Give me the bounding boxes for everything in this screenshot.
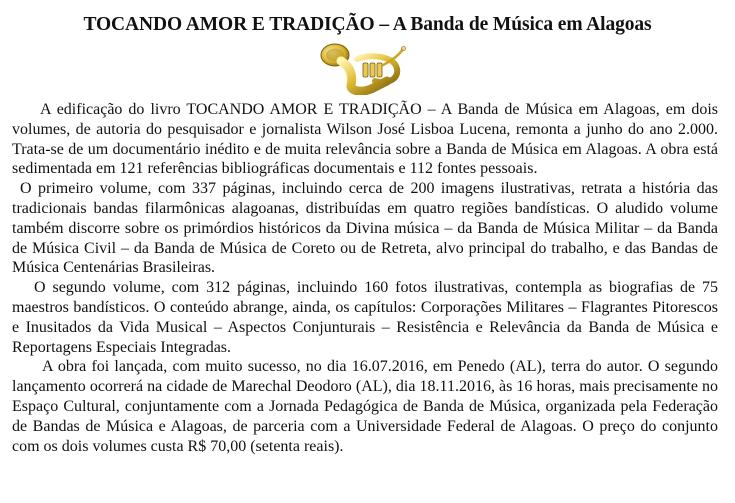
document-body <box>12 100 718 456</box>
tuba-icon <box>317 41 407 95</box>
paragraph-4: A obra foi lançada, com muito sucesso, no dia 16.07.2016, em Penedo (AL), terra do autor. O segundo lançamento ocorrerá na cidade de Marechal Deodoro (AL), dia 18.11.2016, às 16 horas, mais precisamente no Espaço Cultural, conjuntamente com a Jornada Pedagógica de Banda de Música, organizada pela Federação de Bandas de Música e Alagoas, de parceria com a Universidade Federal de Alagoas. O preço do conjunto com os dois volumes custa R$ 70,00 (setenta reais). <box>12 358 718 455</box>
paragraph-3: O segundo volume, com 312 páginas, incluindo 160 fotos ilustrativas, contempla as biografias de 75 maestros bandísticos. O conteúdo abrange, ainda, os capítulos: Corporações Militares – Flagrantes Pitorescos e Inusitados da Vida Musical – Aspectos Conjunturais – Resistência e Relevância da Banda de Música e Reportagens Especiais Integradas. <box>12 279 718 356</box>
document-title: TOCANDO AMOR E TRADIÇÃO – A Banda de Música em Alagoas <box>83 14 652 35</box>
paragraph-2: O primeiro volume, com 337 páginas, incluindo cerca de 200 imagens ilustrativas, retrata a história das tradicionais bandas filarmônicas alagoanas, distribuídas em quatro regiões bandísticas. O aludido volume também discorre sobre os primórdios históricos da Divina música – da Banda de Música Militar – da Banda de Música Civil – da Banda de Música de Coreto ou de Retreta, alvo principal do trabalho, e das Bandas de Música Centenárias Brasileiras. <box>12 180 718 277</box>
paragraph-1: A edificação do livro TOCANDO AMOR E TRADIÇÃO – A Banda de Música em Alagoas, em dois volumes, de autoria do pesquisador e jornalista Wilson José Lisboa Lucena, remonta a junho do ano 2.000. Trata-se de um documentário inédito e de muita relevância sobre a Banda de Música em Alagoas. A obra está sedimentada em 121 referências bibliográficas documentais e 112 fontes pessoais. <box>12 101 718 178</box>
